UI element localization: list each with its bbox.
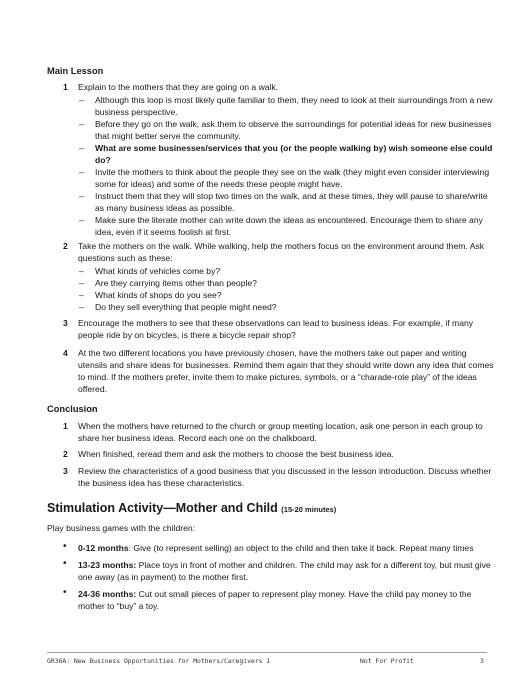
sub-item: Instruct them that they will stop two times on the walk, and at these times, they will pause to share/write as many business ideas as possible.	[95, 191, 488, 213]
dash-marker: –	[79, 290, 84, 300]
bullet-text: Cut out small pieces of paper to represent play money. Have the child pay money to the mother to “buy” a toy.	[78, 589, 472, 611]
item-text: When the mothers have returned to the church or group meeting location, ask one person in each group to share her business ideas. Record each one on the chalkboard.	[78, 421, 483, 443]
sub-item: Make sure the literate mother can write down the ideas as encountered. Encourage them to share any idea, even if it seems foolish at first.	[95, 215, 483, 237]
item-text: When finished, reread them and ask the mothers to choose the best business idea.	[78, 449, 394, 459]
bullet-item	[78, 542, 498, 554]
item-text: Review the characteristics of a good business that you discussed in the lesson introduction. Discuss whether the business idea has these characteristics.	[78, 466, 492, 488]
item-text: At the two different locations you have previously chosen, have the mothers take out paper and writing utensils and share ideas for businesses. Remind them again that they should write down any idea that comes to mind. If the mothers prefer, invite them to make pictures, symbols, or a “charade-role play” of the ideas offered.	[78, 348, 494, 394]
dash-marker: –	[79, 302, 84, 312]
footer-page-number: 3	[480, 657, 484, 665]
dash-marker: –	[79, 278, 84, 288]
dash-marker: –	[79, 119, 84, 129]
bullet-item	[78, 588, 498, 612]
section-title	[47, 501, 336, 515]
bullet-marker: •	[63, 541, 67, 552]
conclusion-heading: Conclusion	[47, 404, 98, 414]
bullet-text: Place toys in front of mother and children. The child may ask for a different toy, but must give one away (as in payment) to the mother first.	[78, 560, 491, 582]
dash-marker: –	[79, 95, 84, 105]
sub-item: Do they sell everything that people might need?	[95, 302, 277, 312]
bullet-item	[78, 559, 498, 583]
sub-item: Are they carrying items other than people?	[95, 278, 257, 288]
section-intro: Play business games with the children:	[47, 523, 196, 533]
bullet-label: 0-12 months	[78, 543, 129, 553]
dash-marker: –	[79, 191, 84, 201]
item-text: Take the mothers on the walk. While walking, help the mothers focus on the environment around them. Ask questions such as these:	[78, 241, 485, 263]
item-text: Encourage the mothers to see that these observations can lead to business ideas. For example, if many people ride by on bicycles, is there a bicycle repair shop?	[78, 318, 474, 340]
main-lesson-heading: Main Lesson	[47, 66, 104, 76]
bullet-text: : Give (to represent selling) an object to the child and then take it back. Repeat many times	[128, 543, 474, 553]
dash-marker: –	[79, 167, 84, 177]
section-title-text: Stimulation Activity—Mother and Child	[47, 501, 278, 515]
footer-notice: Not For Profit	[360, 657, 414, 665]
item-text: Explain to the mothers that they are going on a walk.	[78, 82, 279, 92]
item-number: 2	[63, 241, 68, 251]
sub-item-emphasis: What are some businesses/services that you (or the people walking by) wish someone else could do?	[95, 143, 493, 165]
dash-marker: –	[79, 266, 84, 276]
bullet-label: 24-36 months:	[78, 589, 137, 599]
sub-item: Although this loop is most likely quite familiar to them, they need to look at their surroundings from a new business perspective.	[95, 95, 493, 117]
bullet-marker: •	[63, 558, 67, 569]
item-number: 3	[63, 318, 68, 328]
dash-marker: –	[79, 143, 84, 153]
item-number: 1	[63, 82, 68, 92]
item-number: 4	[63, 348, 68, 358]
item-number: 3	[63, 466, 68, 476]
sub-item: Before they go on the walk, ask them to observe the surroundings for potential ideas for new businesses that might better serve the community.	[95, 119, 492, 141]
dash-marker: –	[79, 215, 84, 225]
footer-divider	[47, 652, 487, 653]
sub-item: What kinds of shops do you see?	[95, 290, 222, 300]
section-duration: (15-20 minutes)	[281, 505, 337, 514]
item-number: 1	[63, 421, 68, 431]
footer-doc-title: GR36A: New Business Opportunities for Mothers/Caregivers 1	[47, 657, 271, 665]
sub-item: What kinds of vehicles come by?	[95, 266, 221, 276]
sub-item: Invite the mothers to think about the people they see on the walk (they might even consider interviewing some for ideas) and some of the needs these people might have.	[95, 167, 490, 189]
bullet-marker: •	[63, 587, 67, 598]
item-number: 2	[63, 449, 68, 459]
bullet-label: 13-23 months:	[78, 560, 137, 570]
